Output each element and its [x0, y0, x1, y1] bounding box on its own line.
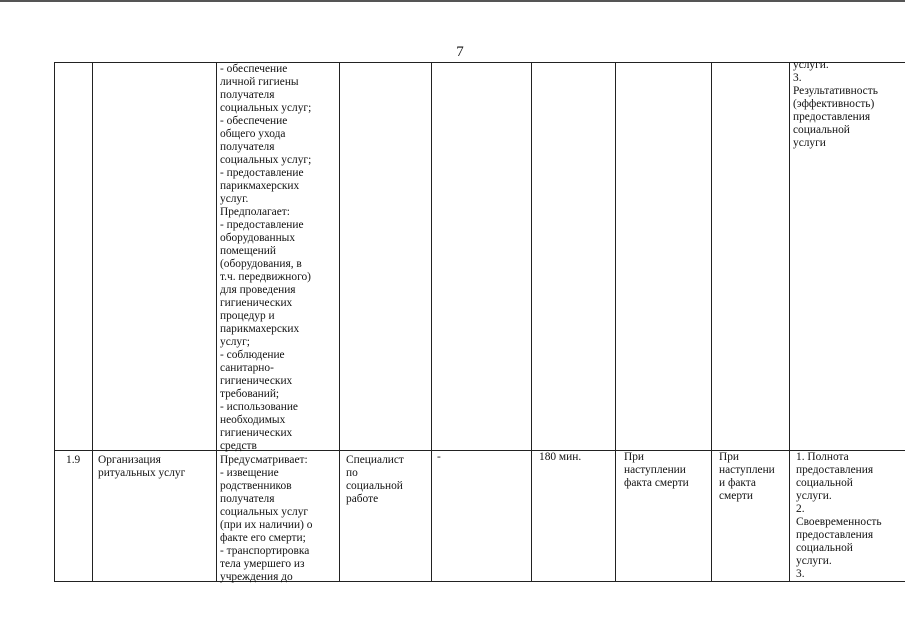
row-continued-description: - обеспечение личной гигиены получателя социальных услуг; - обеспечение общего ухода получателя социальных услуг; - предоставление парикмахерских услуг. Предполагает: - предоставление оборудованных помещений (оборудования, в т.ч. передвижного) для проведения гигиенических процедур и парикмахерских услуг; - соблюдение санитарно- гигиенических требований; - использование необходимых гигиенических средств: [220, 63, 312, 452]
row-1-9-time: 180 мин.: [539, 451, 582, 463]
row-continued-criteria: услуги. 3. Результативность (эффективность) предоставления социальной услуги: [793, 59, 878, 149]
row-1-9-criteria: 1. Полнота предоставления социальной услуги. 2. Своевременность предоставления социальной услуги. 3.: [796, 451, 882, 580]
row-1-9-performer: Специалист по социальной работе: [346, 454, 404, 505]
row-1-9-norm: -: [437, 451, 441, 463]
row-1-9-number: 1.9: [66, 454, 81, 466]
row-1-9-frequency: При наступлении факта смерти: [624, 451, 689, 489]
page-number: 7: [456, 44, 464, 60]
row-1-9-term: При наступлени и факта смерти: [719, 451, 775, 502]
row-1-9-name: Организация ритуальных услуг: [98, 454, 186, 479]
row-1-9-description: Предусматривает: - извещение родственников получателя социальных услуг (при их наличии) о факте его смерти; - транспортировка тела умершего из учреждения до: [220, 454, 313, 583]
scan-line: [0, 0, 905, 2]
